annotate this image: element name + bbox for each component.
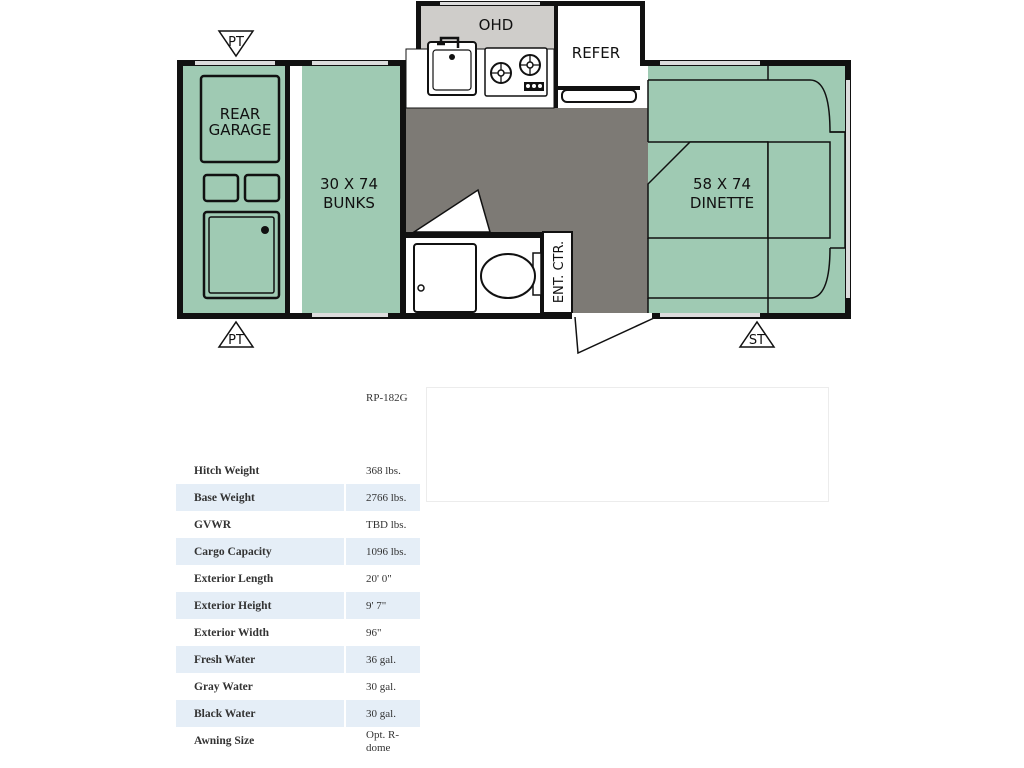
dinette-label-line2: DINETTE — [689, 194, 755, 212]
spec-label: Fresh Water — [176, 646, 344, 673]
spec-value: 1096 lbs. — [346, 538, 420, 565]
garage-door-handle — [261, 226, 269, 234]
pt-top-label: PT — [228, 35, 244, 50]
dinette-label-line1: 58 X 74 — [693, 175, 751, 193]
spec-value: 368 lbs. — [346, 457, 420, 484]
window-garage — [195, 61, 275, 65]
toilet-bowl — [481, 254, 535, 298]
rear-garage-label-line1: REAR — [219, 105, 261, 123]
refrigerator-door — [562, 90, 636, 102]
spec-label: GVWR — [176, 511, 344, 538]
spec-label: Cargo Capacity — [176, 538, 344, 565]
table-header-row — [176, 387, 420, 457]
rear-garage — [183, 66, 286, 313]
spec-label: Exterior Width — [176, 619, 344, 646]
spec-value: 9' 7" — [346, 592, 420, 619]
spec-value: 2766 lbs. — [346, 484, 420, 511]
rear-garage-label-line2: GARAGE — [208, 121, 272, 139]
ohd-label: OHD — [478, 16, 514, 34]
st-label: ST — [748, 333, 766, 348]
spec-label: Hitch Weight — [176, 457, 344, 484]
pt-bottom-label: PT — [228, 333, 244, 348]
bunks-label-line2: BUNKS — [323, 194, 375, 212]
window-dinette-top — [660, 61, 760, 65]
spec-value: TBD lbs. — [346, 511, 420, 538]
table-row — [176, 592, 420, 619]
spec-value: 20' 0" — [346, 565, 420, 592]
specifications-table — [174, 387, 422, 755]
table-row — [176, 457, 420, 484]
window-dinette-bottom — [660, 313, 760, 317]
model-name: RP-182G — [346, 387, 420, 457]
table-row — [176, 565, 420, 592]
spec-value: 36 gal. — [346, 646, 420, 673]
table-row — [176, 538, 420, 565]
ent-ctr-label: ENT. CTR. — [552, 240, 567, 304]
table-row — [176, 646, 420, 673]
table-row — [176, 619, 420, 646]
spec-label: Base Weight — [176, 484, 344, 511]
spec-value: 96" — [346, 619, 420, 646]
refer-label: REFER — [571, 44, 621, 62]
window-dinette-end — [846, 80, 850, 298]
spec-label: Black Water — [176, 700, 344, 727]
spec-value: Opt. R-dome — [346, 727, 420, 755]
window-bunks-front — [312, 61, 388, 65]
dinette-table-leaf — [768, 142, 830, 238]
spec-value: 30 gal. — [346, 700, 420, 727]
window-kitchen — [440, 2, 540, 5]
window-bunks-rear — [312, 313, 388, 317]
spec-label: Exterior Length — [176, 565, 344, 592]
table-row — [176, 700, 420, 727]
table-row — [176, 484, 420, 511]
header-blank-cell — [176, 387, 344, 457]
table-row — [176, 673, 420, 700]
floor-plan-diagram — [0, 0, 1024, 360]
spec-label: Exterior Height — [176, 592, 344, 619]
table-row — [176, 727, 420, 755]
entry-door-swing — [575, 317, 654, 353]
spec-label: Gray Water — [176, 673, 344, 700]
blank-content-panel — [426, 387, 829, 502]
bunks-label-line1: 30 X 74 — [320, 175, 378, 193]
spec-value: 30 gal. — [346, 673, 420, 700]
table-row — [176, 511, 420, 538]
spec-label: Awning Size — [176, 727, 344, 755]
bathroom-counter — [414, 244, 476, 312]
